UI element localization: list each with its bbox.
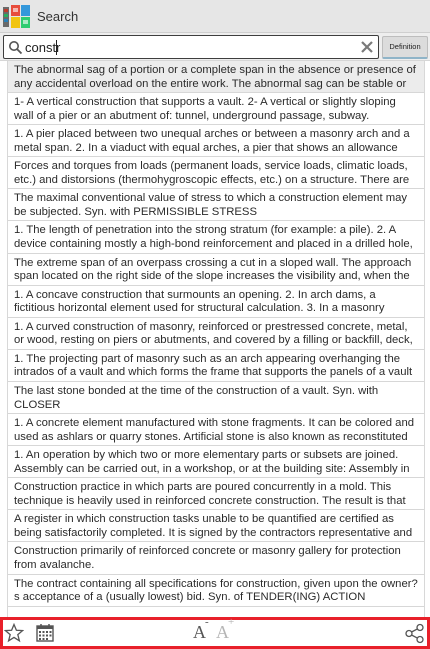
page-title: Search — [37, 9, 79, 24]
list-item[interactable]: 1. A concave construction that surmounts an opening. 2. In arch dams, a fictitious horizontal element used for structural calculation. 3. In a masonry — [8, 286, 424, 318]
list-item[interactable]: Forces and torques from loads (permanent loads, service loads, climatic loads, etc.) and distorsions (thermohygroscopic effects, etc.) on a structure. There are — [8, 157, 424, 189]
search-row — [0, 33, 430, 61]
font-decrease-label: A — [193, 622, 206, 642]
star-icon[interactable] — [4, 623, 24, 643]
font-decrease-button[interactable] — [193, 616, 209, 643]
results-list — [7, 61, 425, 617]
search-icon — [8, 40, 23, 55]
clear-icon[interactable] — [360, 40, 374, 54]
list-item[interactable]: 1. The length of penetration into the strong stratum (for example: a pile). 2. A device containing mostly a high-bond reinforcement and placed in a drilled hole, — [8, 221, 424, 253]
share-icon[interactable] — [404, 623, 425, 644]
font-increase-button[interactable] — [216, 616, 235, 643]
list-item[interactable]: 1. A pier placed between two unequal arches or between a masonry arch and a metal span. 2. In a viaduct with equal arches, a pier that shows an allowance — [8, 125, 424, 157]
list-item[interactable]: The last stone bonded at the time of the construction of a vault. Syn. with CLOSER — [8, 382, 424, 414]
list-item[interactable]: The abnormal sag of a portion or a complete span in the absence or presence of any accidental overload on the entire work. The abnormal sag can be stable or — [8, 61, 424, 93]
text-caret — [56, 40, 57, 55]
list-item[interactable]: The extreme span of an overpass crossing a cut in a sloped wall. The approach span located on the right side of the slope increases the visibility and, when the — [8, 254, 424, 286]
list-item[interactable]: 1. An operation by which two or more elementary parts or subsets are joined. Assembly can be carried out, in a workshop, or at the building site: Assembly in — [8, 446, 424, 478]
title-bar — [0, 0, 430, 33]
search-box[interactable] — [3, 35, 379, 59]
list-item[interactable]: 1. A curved construction of masonry, reinforced or prestressed concrete, metal, or wood, resting on piers or abutments, and covered by a filling or backfill, deck, — [8, 318, 424, 350]
definition-button[interactable]: Definition — [382, 36, 428, 59]
list-item[interactable]: 1. A concrete element manufactured with stone fragments. It can be colored and used as ashlars or quarry stones. Artificial stone is also known as reconstituted — [8, 414, 424, 446]
font-decrease-sign: - — [205, 616, 209, 628]
calendar-icon[interactable] — [36, 623, 54, 642]
list-item[interactable]: A register in which construction tasks unable to be quantified are certified as being satisfactorily completed. It is signed by the contractors representative and — [8, 510, 424, 542]
list-item[interactable]: 1. The projecting part of masonry such as an arch appearing overhanging the intrados of a vault and which forms the frame that supports the panels of a vault — [8, 350, 424, 382]
font-increase-label: A — [216, 622, 229, 642]
list-item[interactable]: The contract containing all specifications for construction, given upon the owner?s acceptance of a (usually lowest) bid. Syn. of TENDER(ING) ACTION — [8, 575, 424, 607]
list-item[interactable]: The maximal conventional value of stress to which a construction element may be subjected. Syn. with PERMISSIBLE STRESS — [8, 189, 424, 221]
list-item[interactable]: Construction practice in which parts are poured concurrently in a mold. This technique is heavily used in reinforced concrete construction. The result is that — [8, 478, 424, 510]
font-increase-sign: + — [228, 616, 235, 628]
list-item[interactable]: 1- A vertical construction that supports a vault. 2- A vertical or slightly sloping wall of a pier or an abutment of: tunnel, underground passage, subway. — [8, 93, 424, 125]
search-input[interactable] — [25, 38, 355, 56]
list-item[interactable]: Construction primarily of reinforced concrete or masonry gallery for protection from avalanche. — [8, 542, 424, 574]
app-grid-icon[interactable] — [3, 4, 31, 30]
bottom-toolbar — [0, 617, 430, 649]
